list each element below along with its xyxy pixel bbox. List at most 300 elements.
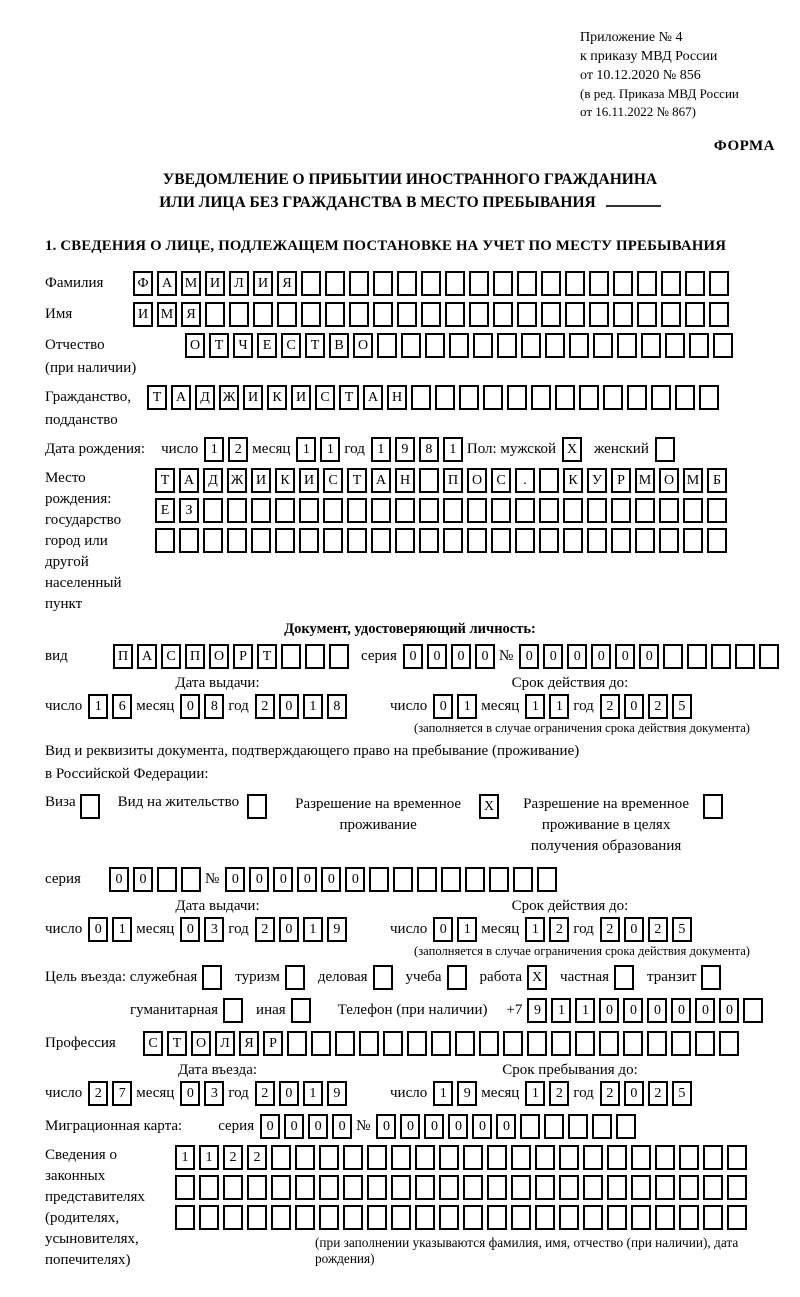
char-box[interactable]: О [353, 333, 373, 358]
char-box[interactable] [743, 998, 763, 1023]
char-box[interactable]: Ф [133, 271, 153, 296]
char-box[interactable]: 0 [321, 867, 341, 892]
char-box[interactable] [415, 1205, 435, 1230]
char-box[interactable]: 1 [549, 694, 569, 719]
char-box[interactable] [395, 528, 415, 553]
char-box[interactable] [329, 644, 349, 669]
char-box[interactable]: П [185, 644, 205, 669]
char-box[interactable] [635, 498, 655, 523]
char-box[interactable] [202, 965, 222, 990]
char-box[interactable]: И [205, 271, 225, 296]
char-box[interactable] [251, 498, 271, 523]
char-box[interactable]: 1 [320, 437, 340, 462]
char-box[interactable]: X [479, 794, 499, 819]
char-box[interactable]: . [515, 468, 535, 493]
char-box[interactable]: 2 [648, 1081, 668, 1106]
char-box[interactable]: 2 [549, 1081, 569, 1106]
char-box[interactable]: И [243, 385, 263, 410]
char-box[interactable]: Н [395, 468, 415, 493]
char-box[interactable] [707, 528, 727, 553]
char-box[interactable]: С [315, 385, 335, 410]
char-box[interactable] [419, 498, 439, 523]
char-box[interactable]: И [291, 385, 311, 410]
char-box[interactable] [539, 498, 559, 523]
char-box[interactable] [383, 1031, 403, 1056]
char-box[interactable] [373, 302, 393, 327]
char-box[interactable] [439, 1175, 459, 1200]
char-box[interactable] [695, 1031, 715, 1056]
char-box[interactable]: 8 [204, 694, 224, 719]
char-box[interactable] [616, 1114, 636, 1139]
char-box[interactable] [727, 1175, 747, 1200]
char-box[interactable]: И [133, 302, 153, 327]
char-box[interactable] [445, 302, 465, 327]
char-box[interactable]: 1 [303, 1081, 323, 1106]
char-box[interactable] [463, 1205, 483, 1230]
char-box[interactable]: 1 [371, 437, 391, 462]
char-box[interactable]: Ч [233, 333, 253, 358]
char-box[interactable]: П [443, 468, 463, 493]
char-box[interactable]: 0 [695, 998, 715, 1023]
char-box[interactable]: 0 [591, 644, 611, 669]
char-box[interactable] [479, 1031, 499, 1056]
char-box[interactable]: 0 [624, 694, 644, 719]
char-box[interactable] [205, 302, 225, 327]
char-box[interactable] [319, 1175, 339, 1200]
char-box[interactable]: 0 [308, 1114, 328, 1139]
char-box[interactable] [373, 271, 393, 296]
char-box[interactable] [675, 385, 695, 410]
char-box[interactable] [579, 385, 599, 410]
char-box[interactable] [325, 271, 345, 296]
char-box[interactable]: Ж [219, 385, 239, 410]
char-box[interactable] [685, 302, 705, 327]
char-box[interactable] [275, 528, 295, 553]
char-box[interactable] [271, 1175, 291, 1200]
char-box[interactable]: 2 [549, 917, 569, 942]
char-box[interactable]: О [659, 468, 679, 493]
char-box[interactable]: 1 [525, 694, 545, 719]
char-box[interactable] [627, 385, 647, 410]
char-box[interactable] [507, 385, 527, 410]
char-box[interactable] [663, 644, 683, 669]
char-box[interactable] [359, 1031, 379, 1056]
char-box[interactable] [349, 302, 369, 327]
char-box[interactable] [301, 271, 321, 296]
char-box[interactable] [545, 333, 565, 358]
char-box[interactable] [635, 528, 655, 553]
char-box[interactable]: К [267, 385, 287, 410]
char-box[interactable] [603, 385, 623, 410]
char-box[interactable]: 0 [284, 1114, 304, 1139]
char-box[interactable]: 1 [199, 1145, 219, 1170]
char-box[interactable] [679, 1145, 699, 1170]
char-box[interactable] [419, 528, 439, 553]
char-box[interactable]: 3 [204, 1081, 224, 1106]
char-box[interactable] [247, 1205, 267, 1230]
char-box[interactable] [539, 528, 559, 553]
char-box[interactable] [455, 1031, 475, 1056]
char-box[interactable]: Д [195, 385, 215, 410]
char-box[interactable]: 1 [204, 437, 224, 462]
char-box[interactable]: Т [209, 333, 229, 358]
char-box[interactable] [295, 1145, 315, 1170]
char-box[interactable] [367, 1145, 387, 1170]
char-box[interactable] [417, 867, 437, 892]
char-box[interactable] [617, 333, 637, 358]
char-box[interactable]: А [363, 385, 383, 410]
char-box[interactable] [489, 867, 509, 892]
char-box[interactable] [311, 1031, 331, 1056]
char-box[interactable]: 1 [112, 917, 132, 942]
char-box[interactable] [301, 302, 321, 327]
char-box[interactable] [467, 528, 487, 553]
char-box[interactable] [323, 498, 343, 523]
char-box[interactable] [631, 1145, 651, 1170]
char-box[interactable] [575, 1031, 595, 1056]
char-box[interactable] [539, 468, 559, 493]
char-box[interactable] [367, 1175, 387, 1200]
char-box[interactable]: 1 [296, 437, 316, 462]
char-box[interactable] [521, 333, 541, 358]
char-box[interactable] [377, 333, 397, 358]
char-box[interactable]: 0 [180, 1081, 200, 1106]
char-box[interactable] [637, 271, 657, 296]
char-box[interactable] [583, 1175, 603, 1200]
char-box[interactable]: 1 [457, 917, 477, 942]
char-box[interactable]: 0 [567, 644, 587, 669]
char-box[interactable]: М [181, 271, 201, 296]
char-box[interactable]: Т [155, 468, 175, 493]
char-box[interactable]: 0 [519, 644, 539, 669]
char-box[interactable] [659, 528, 679, 553]
char-box[interactable] [563, 498, 583, 523]
char-box[interactable] [623, 1031, 643, 1056]
char-box[interactable] [271, 1205, 291, 1230]
char-box[interactable]: 9 [327, 917, 347, 942]
char-box[interactable] [299, 528, 319, 553]
char-box[interactable]: Я [181, 302, 201, 327]
char-box[interactable] [391, 1205, 411, 1230]
char-box[interactable]: 0 [297, 867, 317, 892]
char-box[interactable]: Н [387, 385, 407, 410]
char-box[interactable] [223, 1175, 243, 1200]
char-box[interactable] [727, 1205, 747, 1230]
char-box[interactable] [227, 498, 247, 523]
char-box[interactable] [611, 528, 631, 553]
char-box[interactable] [541, 302, 561, 327]
char-box[interactable] [393, 867, 413, 892]
char-box[interactable]: 0 [719, 998, 739, 1023]
char-box[interactable]: 2 [223, 1145, 243, 1170]
char-box[interactable] [569, 333, 589, 358]
char-box[interactable] [535, 1175, 555, 1200]
char-box[interactable]: Ж [227, 468, 247, 493]
char-box[interactable] [651, 385, 671, 410]
char-box[interactable]: Р [611, 468, 631, 493]
char-box[interactable]: 0 [88, 917, 108, 942]
char-box[interactable] [661, 302, 681, 327]
char-box[interactable] [251, 528, 271, 553]
char-box[interactable] [607, 1145, 627, 1170]
char-box[interactable] [275, 498, 295, 523]
char-box[interactable]: 1 [525, 917, 545, 942]
char-box[interactable] [491, 528, 511, 553]
char-box[interactable] [391, 1175, 411, 1200]
char-box[interactable] [503, 1031, 523, 1056]
char-box[interactable] [713, 333, 733, 358]
char-box[interactable] [511, 1145, 531, 1170]
char-box[interactable] [685, 271, 705, 296]
char-box[interactable] [515, 498, 535, 523]
char-box[interactable] [683, 498, 703, 523]
char-box[interactable] [419, 468, 439, 493]
char-box[interactable]: 7 [112, 1081, 132, 1106]
char-box[interactable]: А [157, 271, 177, 296]
char-box[interactable] [599, 1031, 619, 1056]
char-box[interactable] [223, 1205, 243, 1230]
char-box[interactable]: Т [147, 385, 167, 410]
char-box[interactable] [520, 1114, 540, 1139]
char-box[interactable] [563, 528, 583, 553]
char-box[interactable]: М [157, 302, 177, 327]
char-box[interactable]: 0 [376, 1114, 396, 1139]
char-box[interactable] [445, 271, 465, 296]
char-box[interactable] [707, 498, 727, 523]
char-box[interactable] [703, 1175, 723, 1200]
char-box[interactable] [515, 528, 535, 553]
char-box[interactable] [511, 1175, 531, 1200]
char-box[interactable] [593, 333, 613, 358]
char-box[interactable] [517, 302, 537, 327]
char-box[interactable] [487, 1205, 507, 1230]
char-box[interactable] [613, 302, 633, 327]
char-box[interactable] [391, 1145, 411, 1170]
char-box[interactable] [229, 302, 249, 327]
char-box[interactable]: 2 [600, 917, 620, 942]
char-box[interactable]: 5 [672, 917, 692, 942]
char-box[interactable] [559, 1145, 579, 1170]
char-box[interactable]: Т [305, 333, 325, 358]
char-box[interactable] [443, 528, 463, 553]
char-box[interactable] [425, 333, 445, 358]
char-box[interactable] [287, 1031, 307, 1056]
char-box[interactable] [285, 965, 305, 990]
char-box[interactable] [689, 333, 709, 358]
char-box[interactable] [699, 385, 719, 410]
char-box[interactable] [369, 867, 389, 892]
char-box[interactable]: Т [257, 644, 277, 669]
char-box[interactable] [203, 498, 223, 523]
char-box[interactable] [247, 1175, 267, 1200]
char-box[interactable]: 0 [279, 1081, 299, 1106]
char-box[interactable]: 1 [443, 437, 463, 462]
char-box[interactable]: 2 [255, 694, 275, 719]
char-box[interactable] [421, 271, 441, 296]
char-box[interactable]: 0 [225, 867, 245, 892]
char-box[interactable]: 0 [180, 694, 200, 719]
char-box[interactable] [247, 794, 267, 819]
char-box[interactable]: 2 [600, 694, 620, 719]
char-box[interactable] [727, 1145, 747, 1170]
char-box[interactable] [568, 1114, 588, 1139]
char-box[interactable] [175, 1175, 195, 1200]
char-box[interactable] [415, 1145, 435, 1170]
char-box[interactable]: Т [347, 468, 367, 493]
char-box[interactable] [631, 1175, 651, 1200]
char-box[interactable] [469, 302, 489, 327]
char-box[interactable] [483, 385, 503, 410]
char-box[interactable] [647, 1031, 667, 1056]
char-box[interactable]: 0 [599, 998, 619, 1023]
char-box[interactable] [661, 271, 681, 296]
char-box[interactable] [611, 498, 631, 523]
char-box[interactable] [465, 867, 485, 892]
char-box[interactable]: 0 [424, 1114, 444, 1139]
char-box[interactable] [305, 644, 325, 669]
char-box[interactable] [449, 333, 469, 358]
char-box[interactable] [607, 1175, 627, 1200]
char-box[interactable]: 1 [433, 1081, 453, 1106]
char-box[interactable] [527, 1031, 547, 1056]
char-box[interactable] [335, 1031, 355, 1056]
char-box[interactable] [373, 965, 393, 990]
char-box[interactable] [683, 528, 703, 553]
char-box[interactable] [655, 1145, 675, 1170]
char-box[interactable]: М [635, 468, 655, 493]
char-box[interactable]: 0 [109, 867, 129, 892]
char-box[interactable] [487, 1145, 507, 1170]
char-box[interactable] [679, 1205, 699, 1230]
char-box[interactable]: 0 [433, 694, 453, 719]
char-box[interactable]: И [251, 468, 271, 493]
char-box[interactable] [401, 333, 421, 358]
char-box[interactable]: 6 [112, 694, 132, 719]
char-box[interactable]: С [161, 644, 181, 669]
char-box[interactable] [517, 271, 537, 296]
char-box[interactable]: К [563, 468, 583, 493]
char-box[interactable] [487, 1175, 507, 1200]
char-box[interactable] [637, 302, 657, 327]
char-box[interactable] [493, 271, 513, 296]
char-box[interactable] [665, 333, 685, 358]
char-box[interactable]: И [253, 271, 273, 296]
char-box[interactable] [319, 1145, 339, 1170]
char-box[interactable] [441, 867, 461, 892]
char-box[interactable] [347, 528, 367, 553]
char-box[interactable] [223, 998, 243, 1023]
char-box[interactable] [227, 528, 247, 553]
char-box[interactable]: Р [263, 1031, 283, 1056]
char-box[interactable]: 9 [527, 998, 547, 1023]
char-box[interactable] [295, 1205, 315, 1230]
char-box[interactable]: X [527, 965, 547, 990]
char-box[interactable]: В [329, 333, 349, 358]
char-box[interactable]: Я [239, 1031, 259, 1056]
char-box[interactable] [473, 333, 493, 358]
char-box[interactable]: 2 [600, 1081, 620, 1106]
char-box[interactable] [435, 385, 455, 410]
char-box[interactable]: 8 [327, 694, 347, 719]
char-box[interactable] [371, 498, 391, 523]
char-box[interactable] [497, 333, 517, 358]
char-box[interactable]: 2 [228, 437, 248, 462]
char-box[interactable] [544, 1114, 564, 1139]
char-box[interactable]: Д [203, 468, 223, 493]
char-box[interactable] [319, 1205, 339, 1230]
char-box[interactable] [447, 965, 467, 990]
char-box[interactable]: О [209, 644, 229, 669]
char-box[interactable]: 2 [255, 1081, 275, 1106]
char-box[interactable]: 2 [648, 694, 668, 719]
char-box[interactable]: 0 [451, 644, 471, 669]
char-box[interactable]: 9 [457, 1081, 477, 1106]
char-box[interactable] [277, 302, 297, 327]
char-box[interactable]: 9 [395, 437, 415, 462]
char-box[interactable]: 1 [525, 1081, 545, 1106]
char-box[interactable]: 0 [260, 1114, 280, 1139]
char-box[interactable] [613, 271, 633, 296]
char-box[interactable] [397, 302, 417, 327]
char-box[interactable]: К [275, 468, 295, 493]
char-box[interactable] [655, 1175, 675, 1200]
char-box[interactable] [463, 1145, 483, 1170]
char-box[interactable] [347, 498, 367, 523]
char-box[interactable] [291, 998, 311, 1023]
char-box[interactable]: 0 [403, 644, 423, 669]
char-box[interactable]: 2 [247, 1145, 267, 1170]
char-box[interactable] [155, 528, 175, 553]
char-box[interactable]: Р [233, 644, 253, 669]
char-box[interactable] [735, 644, 755, 669]
char-box[interactable] [343, 1145, 363, 1170]
char-box[interactable] [555, 385, 575, 410]
char-box[interactable]: 0 [400, 1114, 420, 1139]
char-box[interactable] [343, 1205, 363, 1230]
char-box[interactable] [589, 302, 609, 327]
char-box[interactable] [407, 1031, 427, 1056]
char-box[interactable] [587, 498, 607, 523]
char-box[interactable]: 0 [332, 1114, 352, 1139]
char-box[interactable]: С [281, 333, 301, 358]
char-box[interactable] [493, 302, 513, 327]
char-box[interactable] [397, 271, 417, 296]
char-box[interactable]: 5 [672, 694, 692, 719]
char-box[interactable] [343, 1175, 363, 1200]
char-box[interactable]: 3 [204, 917, 224, 942]
char-box[interactable] [719, 1031, 739, 1056]
char-box[interactable]: 0 [647, 998, 667, 1023]
char-box[interactable] [469, 271, 489, 296]
char-box[interactable] [323, 528, 343, 553]
char-box[interactable] [467, 498, 487, 523]
char-box[interactable]: Е [155, 498, 175, 523]
char-box[interactable] [607, 1205, 627, 1230]
char-box[interactable]: 0 [273, 867, 293, 892]
char-box[interactable]: П [113, 644, 133, 669]
char-box[interactable] [583, 1205, 603, 1230]
char-box[interactable] [513, 867, 533, 892]
char-box[interactable]: Т [339, 385, 359, 410]
char-box[interactable] [181, 867, 201, 892]
char-box[interactable]: О [467, 468, 487, 493]
char-box[interactable] [463, 1175, 483, 1200]
char-box[interactable]: 0 [624, 1081, 644, 1106]
char-box[interactable]: 0 [345, 867, 365, 892]
char-box[interactable] [175, 1205, 195, 1230]
char-box[interactable]: 0 [615, 644, 635, 669]
char-box[interactable]: 0 [475, 644, 495, 669]
